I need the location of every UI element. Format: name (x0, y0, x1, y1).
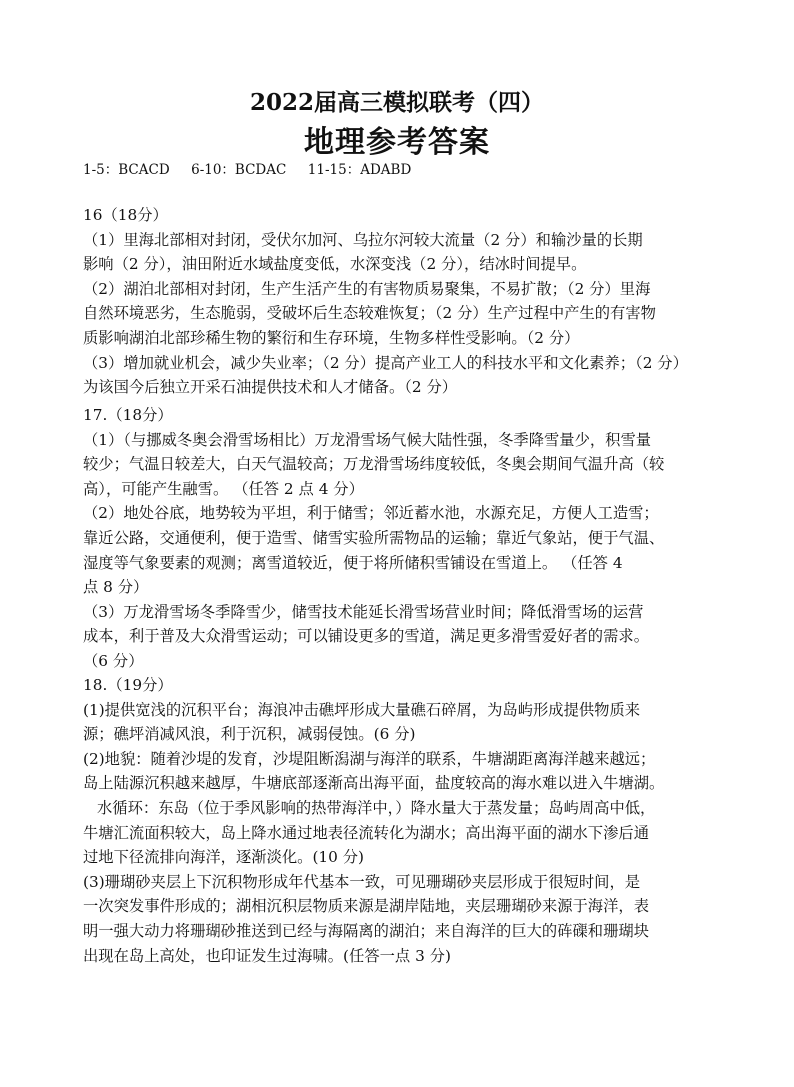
question-18-line: (2)地貌：随着沙堤的发育，沙堤阻断潟湖与海洋的联系，牛塘湖距离海洋越来越远； (83, 749, 656, 768)
question-18-line: 出现在岛上高处，也印证发生过海啸。(任答一点 3 分) (83, 946, 451, 965)
question-17-line: 湿度等气象要素的观测；离雪道较近，便于将所储积雪铺设在雪道上。 （任答 4 (83, 553, 623, 572)
question-16-line: （1）里海北部相对封闭，受伏尔加河、乌拉尔河较大流量（2 分）和输沙量的长期 (83, 230, 643, 249)
question-18-line: 水循环：东岛（位于季风影响的热带海洋中，）降水量大于蒸发量；岛屿周高中低， (97, 798, 656, 817)
question-17-section (83, 403, 723, 674)
question-17-line: 较少；气温日较差大，白天气温较高；万龙滑雪场纬度较低，冬奥会期间气温升高（较 (83, 455, 665, 474)
question-16-line: 自然环境恶劣，生态脆弱，受破坏后生态较难恢复；（2 分）生产过程中产生的有害物 (83, 304, 656, 323)
question-17-line: （6 分） (83, 651, 144, 670)
question-18-heading: 18.（19分） (83, 676, 173, 694)
question-16-line: 为该国今后独立开采石油提供技术和人才储备。（2 分） (83, 378, 458, 397)
question-16-line: 影响（2 分），油田附近水域盐度变低，水深变浅（2 分），结冰时间提早。 (83, 255, 587, 274)
question-16-section (83, 203, 723, 400)
question-18-section (83, 673, 723, 968)
question-17-heading: 17.（18分） (83, 406, 173, 424)
question-17-line: （2）地处谷底，地势较为平坦，利于储雪；邻近蓄水池，水源充足，方便人工造雪； (83, 504, 659, 523)
question-17-line: 成本，利于普及大众滑雪运动；可以铺设更多的雪道，满足更多滑雪爱好者的需求。 (83, 627, 649, 646)
answer-key-title: 地理参考答案 (304, 125, 490, 160)
question-17-line: （3）万龙滑雪场冬季降雪少，储雪技术能延长滑雪场营业时间；降低滑雪场的运营 (83, 602, 644, 621)
question-18-line: (3)珊瑚砂夹层上下沉积物形成年代基本一致，可见珊瑚砂夹层形成于很短时间，是 (83, 872, 641, 891)
question-18-line: 一次突发事件形成的；湖相沉积层物质来源是湖岸陆地，夹层珊瑚砂来源于海洋，表 (83, 897, 649, 916)
question-18-line: 过地下径流排向海洋，逐渐淡化。(10 分) (83, 848, 365, 867)
multiple-choice-answers: 1-5：BCACD 6-10：BCDAC 11-15：ADABD (83, 162, 412, 178)
question-18-line: 牛塘汇流面积较大，岛上降水通过地表径流转化为湖水；高出海平面的湖水下渗后通 (83, 823, 649, 842)
question-18-line: (1)提供宽浅的沉积平台；海浪冲击礁坪形成大量礁石碎屑，为岛屿形成提供物质来 (83, 700, 641, 719)
question-16-line: （3）增加就业机会，减少失业率；（2 分）提高产业工人的科技水平和文化素养；（2 分） (83, 353, 688, 372)
question-16-line: （2）湖泊北部相对封闭，生产生活产生的有害物质易聚集，不易扩散；（2 分）里海 (83, 279, 651, 298)
question-18-line: 源；礁坪消减风浪，利于沉积，减弱侵蚀。(6 分) (83, 725, 416, 744)
question-18-line: 岛上陆源沉积越来越厚，牛塘底部逐渐高出海平面，盐度较高的海水难以进入牛塘湖。 (83, 774, 665, 793)
exam-title: 2022届高三模拟联考（四） (249, 89, 544, 116)
question-17-line: （1）（与挪威冬奥会滑雪场相比）万龙滑雪场气候大陆性强，冬季降雪量少，积雪量 (83, 430, 652, 449)
question-16-line: 质影响湖泊北部珍稀生物的繁衍和生存环境，生物多样性受影响。（2 分） (83, 328, 580, 347)
question-17-line: 点 8 分） (83, 578, 149, 597)
question-18-line: 明一强大动力将珊瑚砂推送到已经与海隔离的湖泊；来自海洋的巨大的砗磲和珊瑚块 (83, 921, 649, 940)
question-16-heading: 16（18分） (83, 206, 168, 224)
question-17-line: 高），可能产生融雪。 （任答 2 点 4 分） (83, 479, 364, 498)
question-17-line: 靠近公路，交通便利，便于造雪、储雪实验所需物品的运输；靠近气象站，便于气温、 (83, 528, 665, 547)
